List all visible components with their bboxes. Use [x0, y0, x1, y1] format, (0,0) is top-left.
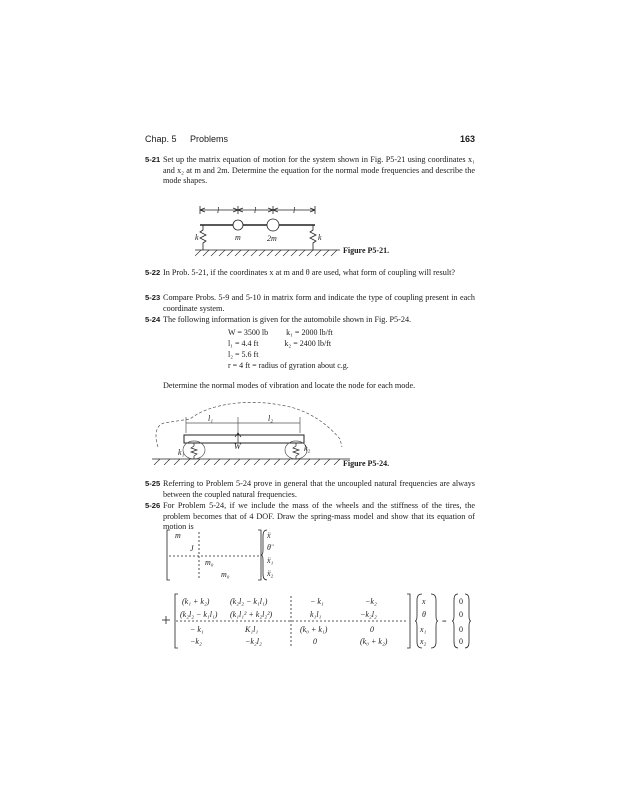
problem-text: The following information is given for the automobile shown in Fig. P5-24. — [163, 315, 412, 324]
given-r: r = 4 ft = radius of gyration about c.g. — [228, 361, 349, 370]
zero-2: 0 — [459, 610, 463, 619]
problem-text: Compare Probs. 5-9 and 5-10 in matrix form and indicate the type of coupling present in each coordinate system. — [163, 293, 475, 313]
problem-number: 5-23 — [145, 293, 161, 302]
weight-label: W — [234, 442, 241, 451]
figure-p5-24-caption: Figure P5-24. — [343, 459, 390, 468]
chapter-label: Chap. 5 — [145, 134, 177, 144]
k44: (k₀ + k₂) — [360, 637, 388, 646]
problem-5-25 — [145, 479, 475, 500]
given-l1: l₁ = 4.4 ft — [228, 339, 259, 348]
given-k2: k₂ = 2400 lb/ft — [284, 339, 332, 348]
k13: − k₁ — [310, 597, 324, 606]
acc-theta: θ̈ — [267, 543, 271, 552]
k22: (k₁l₁² + k₂l₂²) — [230, 610, 273, 619]
problem-5-23 — [145, 293, 475, 314]
zero-1: 0 — [459, 597, 463, 606]
acc-x2: ẍ₂ — [267, 569, 274, 578]
k12: (k₂l₂ − k₁l₁) — [230, 597, 268, 606]
mass-m: m — [175, 531, 181, 540]
k34: 0 — [370, 625, 374, 634]
given-k1: k₁ = 2000 lb/ft — [286, 328, 333, 337]
dim-l2: l — [254, 206, 257, 215]
problem-text: For Problem 5-24, if we include the mass of the wheels and the stiffness of the tires, the problem becomes that of 4 DOF. Draw the spring-mass model and show that its equation of motion is — [163, 501, 475, 532]
dim-l2: l₂ — [268, 414, 274, 423]
mass-m0-b: m₀ — [221, 570, 230, 579]
dim-l1: l — [217, 206, 220, 215]
dim-l3: l — [293, 206, 296, 215]
vec-x1: x₁ — [420, 625, 427, 634]
problem-text: Determine the normal modes of vibration and locate the node for each mode. — [163, 381, 416, 390]
k23: k₁l₁ — [310, 610, 322, 619]
zero-4: 0 — [459, 637, 463, 646]
problem-number: 5-21 — [145, 155, 161, 164]
page-number: 163 — [459, 134, 475, 144]
acc-x: ẍ — [267, 531, 271, 540]
problem-number: 5-22 — [145, 268, 161, 277]
k21: (k₂l₂ − k₁l₁) — [180, 610, 218, 619]
given-W: W = 3500 lb — [228, 328, 269, 337]
vec-x: x — [422, 597, 426, 606]
problem-text: Set up the matrix equation of motion for the system shown in Fig. P5-21 using coordinates x₁ and x₂ at m and 2m. Determine the equation for the normal mode frequencies and describe the mode shapes. — [163, 155, 475, 186]
given-data — [228, 327, 349, 371]
figure-p5-21 — [195, 200, 345, 265]
problem-text: In Prob. 5-21, if the coordinates x at m and θ are used, what form of coupling will result? — [163, 268, 456, 277]
k11: (k₁ + k₂) — [182, 597, 210, 606]
problem-text: Referring to Problem 5-24 prove in general that the uncoupled natural frequencies are always between the coupled natural frequencies. — [163, 479, 475, 499]
mass-m0-a: m₀ — [205, 558, 214, 567]
given-l2: l₂ = 5.6 ft — [228, 350, 259, 359]
problem-5-21 — [145, 155, 475, 187]
problem-number: 5-26 — [145, 501, 161, 510]
equals-sign: = — [442, 617, 447, 626]
mass-m-label: m — [235, 233, 241, 242]
figure-p5-21-caption: Figure P5-21. — [343, 246, 390, 255]
k14: −k₂ — [365, 597, 377, 606]
k33: (k₀ + k₁) — [300, 625, 328, 634]
spring-k1-label: k₁ — [178, 448, 185, 457]
mass-matrix — [165, 528, 275, 588]
spring-k-left: k — [195, 233, 199, 242]
k31: − k₁ — [190, 625, 204, 634]
spring-k-right: k — [318, 233, 322, 242]
stiffness-matrix — [160, 592, 480, 652]
k24: −k₂l₂ — [360, 610, 377, 619]
k41: −k₂ — [190, 637, 202, 646]
problem-number: 5-24 — [145, 315, 161, 324]
section-label: Problems — [190, 134, 229, 144]
problem-5-24 — [145, 315, 475, 326]
k42: −k₂l₂ — [245, 637, 262, 646]
k32: K₁l₁ — [245, 625, 259, 634]
figure-p5-24 — [150, 397, 350, 465]
k43: 0 — [313, 637, 317, 646]
problem-5-24-question — [145, 381, 475, 392]
problem-number: 5-25 — [145, 479, 161, 488]
acc-x1: ẍ₁ — [267, 556, 274, 565]
spring-k2-label: k₂ — [304, 444, 311, 453]
vec-x2: x₂ — [420, 637, 427, 646]
zero-3: 0 — [459, 625, 463, 634]
vec-theta: θ — [422, 610, 426, 619]
problem-5-22 — [145, 268, 475, 279]
dim-l1: l₁ — [208, 414, 214, 423]
mass-2m-label: 2m — [267, 234, 277, 243]
inertia-J: J — [190, 544, 194, 553]
